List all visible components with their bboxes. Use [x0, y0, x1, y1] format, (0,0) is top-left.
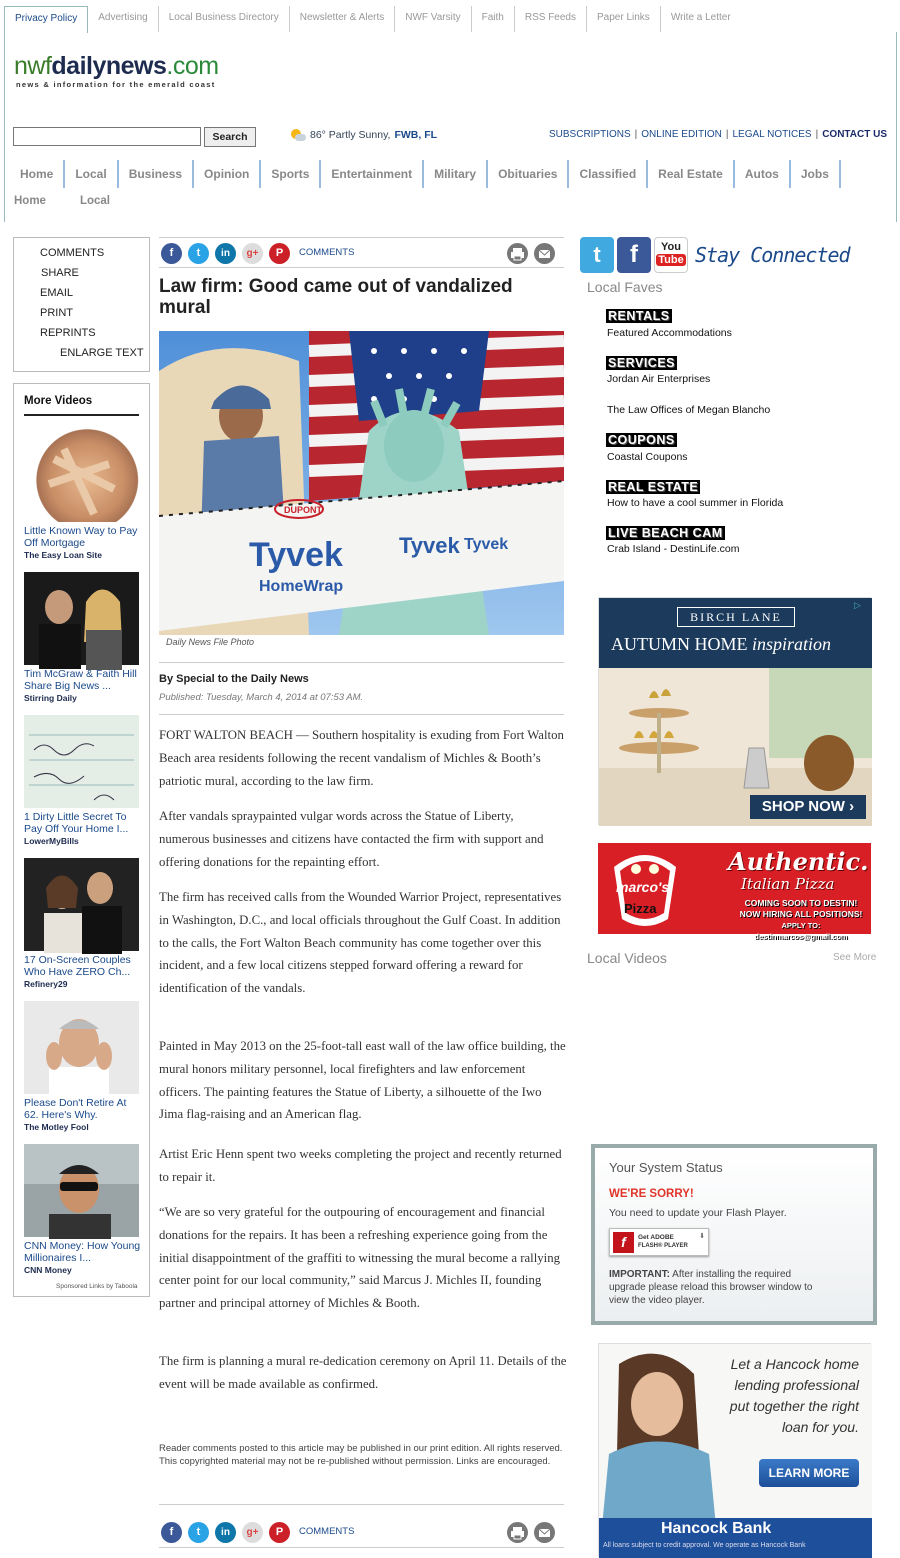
article-paragraph: Artist Eric Henn spent two weeks completing the project and recently returned to repair it. [159, 1147, 562, 1184]
tool-enlarge-text[interactable]: ENLARGE TEXT [60, 347, 144, 359]
article-paragraph: After vandals spraypainted vulgar words across the Statue of Liberty, numerous businesses and citizens have contacted the firm with support and offering donations for the repainting effort. [159, 809, 544, 869]
search-input[interactable] [13, 127, 201, 146]
link-legal-notices[interactable]: LEGAL NOTICES [732, 129, 812, 140]
divider [159, 714, 564, 715]
logo-com: .com [166, 52, 219, 80]
video-source-5: The Motley Fool [24, 1122, 89, 1132]
faves-category-services[interactable]: SERVICES [608, 356, 675, 370]
google-plus-icon[interactable]: g+ [242, 1522, 263, 1543]
nav-autos[interactable]: Autos [735, 160, 791, 188]
faves-item[interactable]: Featured Accommodations [607, 327, 732, 339]
sponsored-by-taboola[interactable]: Sponsored Links by Taboola [56, 1283, 138, 1290]
marcos-line-3: APPLY TO: destinmarcos@gmail.com [754, 921, 848, 941]
divider [159, 662, 564, 663]
weather-widget[interactable] [290, 129, 437, 141]
faves-item[interactable]: How to have a cool summer in Florida [607, 497, 784, 509]
top-nav [4, 6, 741, 32]
nav-sports[interactable]: Sports [261, 160, 321, 188]
faves-category-real-estate[interactable]: REAL ESTATE [608, 480, 699, 494]
comments-link[interactable]: COMMENTS [299, 1526, 355, 1537]
article-byline: By Special to the Daily News [159, 673, 309, 685]
tool-print[interactable]: PRINT [40, 307, 73, 319]
google-plus-icon[interactable]: g+ [242, 243, 263, 264]
topnav-write-a-letter[interactable]: Write a Letter [670, 12, 731, 23]
youtube-tube-text: Tube [658, 254, 684, 266]
video-thumbnail-2[interactable] [24, 572, 139, 665]
video-source-2: Stirring Daily [24, 693, 77, 703]
hancock-line-4: loan for you. [781, 1419, 859, 1435]
hancock-brand: Hancock Bank [661, 1520, 772, 1537]
photo-tyvek-text-2: Tyvek [399, 533, 460, 558]
breadcrumb-home[interactable]: Home [14, 195, 46, 207]
topnav-privacy-policy[interactable]: Privacy Policy [4, 6, 88, 33]
linkedin-icon[interactable]: in [215, 243, 236, 264]
ad-birch-headline [611, 634, 831, 655]
marcos-pizza-text: Pizza [624, 901, 657, 916]
twitter-icon[interactable]: t [580, 237, 614, 273]
stay-connected [580, 237, 850, 273]
article-paragraph: “We are so very grateful for the outpouring of encouragement and financial donations for the repairs. It has been a refreshing experience going from the initial disappointment of the graffiti to witnessing the mural become a rallying center point for our local community,” said Marcus J. Michles II, founding partner and principal attorney of Michles & Booth. [159, 1205, 560, 1311]
faves-category-live-beach-cam[interactable]: LIVE BEACH CAM [608, 526, 723, 540]
video-thumbnail-5[interactable] [24, 1001, 139, 1094]
flash-need-update: You need to update your Flash Player. [609, 1207, 787, 1219]
photo-caption: Daily News File Photo [166, 637, 255, 647]
email-icon[interactable] [534, 1522, 555, 1543]
photo-tyvek-text-1: Tyvek [249, 536, 343, 574]
flash-important-text: After installing the required upgrade please reload this browser window to view the video player. [609, 1269, 813, 1306]
video-title-3[interactable]: 1 Dirty Little Secret To Pay Off Your Home I... [24, 811, 129, 835]
faves-item[interactable]: Coastal Coupons [607, 451, 688, 463]
flash-sorry: WE'RE SORRY! [609, 1188, 694, 1200]
link-subscriptions[interactable]: SUBSCRIPTIONS [548, 129, 631, 140]
linkedin-icon[interactable]: in [215, 1522, 236, 1543]
flash-important [609, 1268, 829, 1307]
article-published-date: Published: Tuesday, March 4, 2014 at 07:53 AM. [159, 692, 364, 703]
faves-category-coupons[interactable]: COUPONS [608, 433, 675, 447]
topnav-nwf-varsity[interactable]: NWF Varsity [395, 6, 471, 32]
video-thumbnail-6[interactable] [24, 1144, 139, 1237]
site-tagline: news & information for the emerald coast [16, 80, 216, 89]
topnav-advertising[interactable]: Advertising [88, 6, 158, 32]
video-source-3: LowerMyBills [24, 836, 79, 846]
hancock-line-3: put together the right [729, 1398, 859, 1414]
ad-birch-lane[interactable] [598, 597, 871, 825]
article-paragraph: The firm has received calls from the Wounded Warrior Project, representatives in Washington, D.C., and local officials throughout the Gulf Coast. In addition to the calls, the Fort Walton Beach community has come together over this incident, and a few local citizens stepped forward offering a reward for identification of the vandals. [159, 890, 562, 996]
marcos-line-1: COMING SOON TO DESTIN! [744, 898, 858, 908]
ad-marcos-pizza[interactable] [598, 843, 871, 941]
bandage-ball-image [24, 429, 139, 522]
hancock-line-1: Let a Hancock home [730, 1356, 859, 1372]
nav-home[interactable]: Home [10, 160, 65, 188]
link-contact-us[interactable]: CONTACT US [822, 129, 887, 140]
nav-business[interactable]: Business [119, 160, 194, 188]
partly-sunny-icon [290, 129, 306, 141]
nav-obituaries[interactable]: Obituaries [488, 160, 569, 188]
comments-disclaimer: Reader comments posted to this article may be published in our print edition. All rights reserved. This copyrighted material may not be re-published without permission. Links are encouraged. [159, 1443, 563, 1467]
video-title-1[interactable]: Little Known Way to Pay Off Mortgage [24, 525, 138, 549]
logo-dailynews: dailynews [51, 52, 167, 80]
marcos-brand-text: marco's [616, 879, 670, 895]
facebook-icon[interactable]: f [161, 1522, 182, 1543]
nav-opinion[interactable]: Opinion [194, 160, 261, 188]
print-icon[interactable] [507, 243, 528, 264]
video-source-6: CNN Money [24, 1265, 72, 1275]
ad-choices-icon[interactable]: ▷ [854, 600, 861, 610]
topnav-rss-feeds[interactable]: RSS Feeds [515, 6, 587, 32]
see-more-link[interactable]: See More [833, 952, 877, 963]
marcos-logo [606, 849, 684, 929]
couple-photo-image [24, 572, 139, 665]
marcos-line-2: NOW HIRING ALL POSITIONS! [739, 909, 863, 919]
divider [24, 414, 139, 416]
article-paragraph: Painted in May 2013 on the 25-foot-tall east wall of the law office building, the mural honors military personnel, local firefighters and law enforcement officers. The painting features the Statue of Liberty, a silhouette of the Iwo Jima flag-raising and an American flag. [159, 1039, 566, 1122]
flash-important-label: IMPORTANT: [609, 1269, 670, 1280]
faves-item[interactable]: Crab Island - DestinLife.com [607, 543, 740, 555]
adobe-flash-icon: f [613, 1232, 634, 1253]
video-title-2[interactable]: Tim McGraw & Faith Hill Share Big News ... [24, 668, 137, 692]
topnav-local-business-directory[interactable]: Local Business Directory [159, 6, 290, 32]
learn-more-button[interactable]: LEARN MORE [759, 1459, 859, 1487]
topnav-faith[interactable]: Faith [472, 6, 515, 32]
nav-classified[interactable]: Classified [569, 160, 648, 188]
youtube-icon[interactable] [654, 237, 688, 273]
article-paragraph: FORT WALTON BEACH — Southern hospitality is exuding from Fort Walton Beach area residents following the recent vandalism of Michles & Booth’s patriotic mural, according to the law firm. [159, 728, 564, 788]
facebook-icon[interactable]: f [617, 237, 651, 273]
nav-military[interactable]: Military [424, 160, 488, 188]
top-links: SUBSCRIPTIONS | ONLINE EDITION | LEGAL NOTICES | CONTACT US [548, 129, 887, 140]
more-videos-title: More Videos [24, 395, 93, 407]
twitter-icon[interactable]: t [188, 1522, 209, 1543]
stay-connected-text: Stay Connected [695, 243, 850, 267]
video-title-5[interactable]: Please Don't Retire At 62. Here's Why. [24, 1097, 127, 1121]
logo-nwf: nwf [14, 52, 52, 80]
search-button[interactable]: Search [204, 127, 256, 147]
tool-share[interactable]: SHARE [41, 267, 79, 279]
article-paragraph: The firm is planning a mural re-dedication ceremony on April 11. Details of the event will be made available as confirmed. [159, 1354, 567, 1391]
tool-email[interactable]: EMAIL [40, 287, 74, 299]
nav-jobs[interactable]: Jobs [791, 160, 841, 188]
tool-comments[interactable]: COMMENTS [40, 247, 105, 259]
article-photo[interactable] [159, 331, 564, 635]
marcos-italian: Italian Pizza [741, 875, 835, 893]
nav-entertainment[interactable]: Entertainment [321, 160, 424, 188]
ad-birch-headline-em: inspiration [752, 634, 832, 654]
breadcrumb-local[interactable]: Local [79, 195, 110, 207]
print-icon[interactable] [507, 1522, 528, 1543]
video-thumbnail-4[interactable] [24, 858, 139, 951]
local-videos-title: Local Videos [587, 950, 667, 966]
youtube-you-text: You [661, 241, 681, 253]
pinterest-icon[interactable]: P [269, 243, 290, 264]
social-bar-bottom [159, 1517, 564, 1548]
marcos-authentic: Authentic. [728, 847, 869, 876]
pinterest-icon[interactable]: P [269, 1522, 290, 1543]
link-online-edition[interactable]: ONLINE EDITION [641, 129, 722, 140]
weather-location: FWB, FL [394, 129, 438, 141]
site-logo[interactable] [14, 52, 219, 81]
video-title-4[interactable]: 17 On-Screen Couples Who Have ZERO Ch... [24, 954, 131, 978]
topnav-paper-links[interactable]: Paper Links [587, 6, 661, 32]
video-title-6[interactable]: CNN Money: How Young Millionaires I... [24, 1240, 141, 1264]
faves-item[interactable]: The Law Offices of Megan Blancho [607, 404, 771, 416]
download-arrow-icon: ⬇ [699, 1233, 705, 1240]
video-source-1: The Easy Loan Site [24, 550, 102, 560]
tool-reprints[interactable]: REPRINTS [40, 327, 96, 339]
ad-birch-brand: BIRCH LANE [677, 607, 795, 627]
local-faves-title: Local Faves [587, 279, 663, 295]
photo-homewrap-text: HomeWrap [259, 578, 344, 595]
twitter-icon[interactable]: t [188, 243, 209, 264]
video-thumbnail-3[interactable] [24, 715, 139, 808]
social-bar-top [159, 237, 564, 268]
faves-item[interactable]: Jordan Air Enterprises [607, 373, 711, 385]
email-icon[interactable] [534, 243, 555, 264]
nav-real-estate[interactable]: Real Estate [648, 160, 735, 188]
ad-hancock-bank[interactable] [598, 1343, 871, 1557]
article-headline: Law firm: Good came out of vandalized mural [159, 276, 513, 318]
photo-tyvek-text-3: Tyvek [464, 536, 509, 553]
hancock-line-2: lending professional [734, 1377, 859, 1393]
mural-photo-image [159, 331, 564, 635]
hancock-fine-print: All loans subject to credit approval. We operate as Hancock Bank [603, 1542, 806, 1549]
young-man-image [24, 1144, 139, 1237]
flash-title: Your System Status [609, 1160, 723, 1175]
get-adobe-text: Get ADOBE [638, 1234, 674, 1241]
flash-player-notice [591, 1144, 877, 1325]
topnav-newsletter[interactable]: Newsletter & Alerts [290, 6, 395, 32]
get-flash-player-button[interactable] [609, 1228, 709, 1256]
comments-link[interactable]: COMMENTS [299, 247, 355, 258]
video-thumbnail-1[interactable] [24, 429, 139, 522]
ad-birch-headline-text: AUTUMN HOME [611, 634, 748, 654]
nav-local[interactable]: Local [65, 160, 118, 188]
worried-man-image [24, 1001, 139, 1094]
check-image [24, 715, 139, 808]
ad-shop-now-button[interactable]: SHOP NOW › [750, 795, 866, 819]
photo-dupont-text: DUPONT [284, 505, 322, 515]
breadcrumb [14, 195, 110, 207]
couple-portrait-image [24, 858, 139, 951]
flash-player-text: FLASH® PLAYER [638, 1243, 688, 1249]
main-nav [10, 160, 841, 188]
video-source-4: Refinery29 [24, 979, 68, 989]
weather-text: 86° Partly Sunny, [310, 129, 391, 141]
faves-category-rentals[interactable]: RENTALS [608, 309, 670, 323]
divider [159, 1504, 564, 1505]
facebook-icon[interactable]: f [161, 243, 182, 264]
share-tools [13, 237, 150, 372]
